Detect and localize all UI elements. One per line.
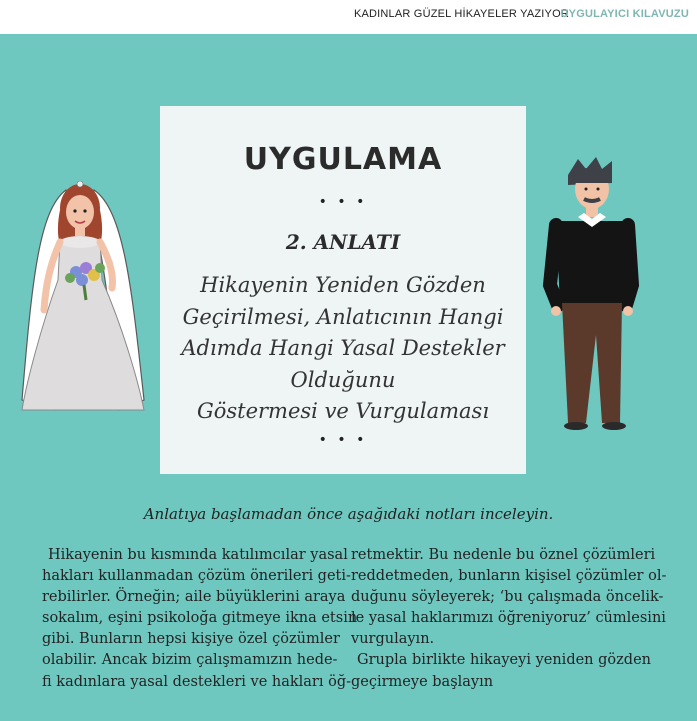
body-line: reddetmeden, bunların kişisel çözümler ol- [351, 568, 667, 585]
bride-illustration [14, 170, 154, 425]
intro-note: Anlatıya başlamadan önce aşağıdaki notları inceleyin. [143, 505, 554, 523]
body-column-left [42, 545, 358, 693]
description-line: Adımda Hangi Yasal Destekler [181, 336, 505, 360]
body-line: sokalım, eşini psikoloğa gitmeye ikna etsin [42, 610, 358, 627]
exercise-card [160, 106, 526, 474]
body-column-right [351, 545, 667, 693]
body-line: retmektir. Bu nedenle bu öznel çözümleri [351, 547, 656, 563]
body-line: vurgulayın. [351, 631, 435, 648]
body-line: Hikayenin bu kısmında katılımcılar yasal [48, 547, 348, 563]
body-line: hakları kullanmadan çözüm önerileri geti- [42, 568, 351, 585]
body-line: duğunu söyleyerek; ‘bu çalışmada öncelik- [351, 589, 664, 606]
body-line: fi kadınlara yasal destekleri ve hakları öğ- [42, 673, 352, 690]
body-line: le yasal haklarımızı öğreniyoruz’ cümlesini [351, 610, 666, 627]
book-title: KADINLAR GÜZEL HİKAYELER YAZIYOR [353, 8, 569, 20]
bottom-dots-divider: • • • [318, 432, 368, 448]
description-line: Geçirilmesi, Anlatıcının Hangi [182, 304, 504, 329]
top-header-bar [0, 0, 697, 34]
groom-illustration [540, 155, 640, 435]
card-subtitle: 2. ANLATI [285, 230, 401, 254]
description-line: Olduğunu [290, 367, 396, 392]
section-label: UYGULAYICI KILAVUZU [560, 8, 689, 20]
top-dots-divider: • • • [318, 194, 368, 210]
body-line: rebilirler. Örneğin; aile büyüklerini araya [42, 589, 346, 606]
body-line: Grupla birlikte hikayeyi yeniden gözden [357, 652, 651, 669]
card-description [174, 270, 512, 428]
body-line: geçirmeye başlayın [351, 673, 494, 690]
body-line: gibi. Bunların hepsi kişiye özel çözümler [42, 631, 340, 648]
description-line: Göstermesi ve Vurgulaması [196, 399, 490, 423]
body-line: olabilir. Ancak bizim çalışmamızın hede- [42, 652, 338, 669]
card-title: UYGULAMA [243, 142, 443, 177]
description-line: Hikayenin Yeniden Gözden [200, 273, 486, 297]
